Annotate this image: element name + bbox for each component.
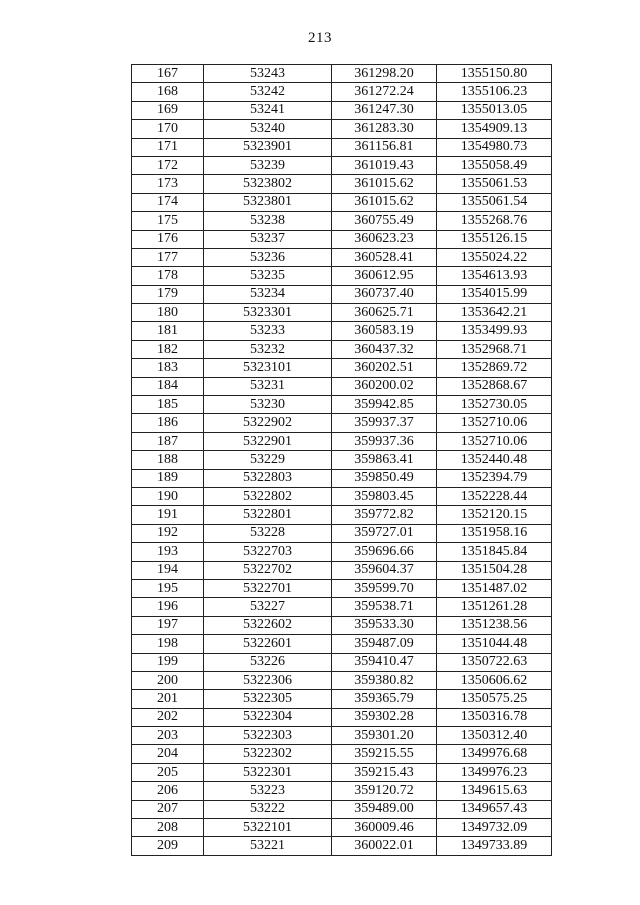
point-id-cell: 5322302 <box>204 745 332 763</box>
point-id-cell: 5322305 <box>204 690 332 708</box>
x-coordinate-cell: 359302.28 <box>332 708 437 726</box>
point-id-cell: 5322801 <box>204 506 332 524</box>
x-coordinate-cell: 359942.85 <box>332 396 437 414</box>
y-coordinate-cell: 1352394.79 <box>437 469 552 487</box>
y-coordinate-cell: 1352228.44 <box>437 487 552 505</box>
table-row <box>132 304 552 322</box>
x-coordinate-cell: 359487.09 <box>332 635 437 653</box>
point-id-cell: 5323802 <box>204 175 332 193</box>
table-row <box>132 212 552 230</box>
table-row <box>132 708 552 726</box>
row-number-cell: 185 <box>132 396 204 414</box>
x-coordinate-cell: 359772.82 <box>332 506 437 524</box>
y-coordinate-cell: 1355150.80 <box>437 65 552 83</box>
point-id-cell: 53226 <box>204 653 332 671</box>
x-coordinate-cell: 360583.19 <box>332 322 437 340</box>
y-coordinate-cell: 1352710.06 <box>437 414 552 432</box>
x-coordinate-cell: 360022.01 <box>332 837 437 855</box>
y-coordinate-cell: 1352120.15 <box>437 506 552 524</box>
y-coordinate-cell: 1353499.93 <box>437 322 552 340</box>
row-number-cell: 201 <box>132 690 204 708</box>
point-id-cell: 5323301 <box>204 304 332 322</box>
table-row <box>132 837 552 855</box>
table-row <box>132 101 552 119</box>
y-coordinate-cell: 1354909.13 <box>437 120 552 138</box>
table-row <box>132 469 552 487</box>
point-id-cell: 5322101 <box>204 819 332 837</box>
row-number-cell: 200 <box>132 671 204 689</box>
row-number-cell: 187 <box>132 432 204 450</box>
y-coordinate-cell: 1355106.23 <box>437 83 552 101</box>
row-number-cell: 206 <box>132 782 204 800</box>
row-number-cell: 169 <box>132 101 204 119</box>
point-id-cell: 53230 <box>204 396 332 414</box>
row-number-cell: 188 <box>132 451 204 469</box>
row-number-cell: 178 <box>132 267 204 285</box>
table-row <box>132 819 552 837</box>
x-coordinate-cell: 361156.81 <box>332 138 437 156</box>
point-id-cell: 5322306 <box>204 671 332 689</box>
table-row <box>132 671 552 689</box>
y-coordinate-cell: 1350575.25 <box>437 690 552 708</box>
row-number-cell: 171 <box>132 138 204 156</box>
table-row <box>132 598 552 616</box>
y-coordinate-cell: 1354613.93 <box>437 267 552 285</box>
table-row <box>132 285 552 303</box>
x-coordinate-cell: 360202.51 <box>332 359 437 377</box>
table-row <box>132 432 552 450</box>
table-row <box>132 524 552 542</box>
table-row <box>132 616 552 634</box>
x-coordinate-cell: 360737.40 <box>332 285 437 303</box>
row-number-cell: 205 <box>132 763 204 781</box>
x-coordinate-cell: 359489.00 <box>332 800 437 818</box>
x-coordinate-cell: 360528.41 <box>332 248 437 266</box>
table-row <box>132 322 552 340</box>
row-number-cell: 186 <box>132 414 204 432</box>
x-coordinate-cell: 359604.37 <box>332 561 437 579</box>
point-id-cell: 5322703 <box>204 543 332 561</box>
table-row <box>132 120 552 138</box>
y-coordinate-cell: 1351958.16 <box>437 524 552 542</box>
point-id-cell: 5323101 <box>204 359 332 377</box>
table-row <box>132 635 552 653</box>
point-id-cell: 5322602 <box>204 616 332 634</box>
y-coordinate-cell: 1350722.63 <box>437 653 552 671</box>
table-row <box>132 487 552 505</box>
row-number-cell: 176 <box>132 230 204 248</box>
x-coordinate-cell: 359937.37 <box>332 414 437 432</box>
y-coordinate-cell: 1349733.89 <box>437 837 552 855</box>
point-id-cell: 5323801 <box>204 193 332 211</box>
x-coordinate-cell: 360623.23 <box>332 230 437 248</box>
x-coordinate-cell: 359696.66 <box>332 543 437 561</box>
table-row <box>132 138 552 156</box>
row-number-cell: 184 <box>132 377 204 395</box>
row-number-cell: 197 <box>132 616 204 634</box>
y-coordinate-cell: 1354015.99 <box>437 285 552 303</box>
x-coordinate-cell: 360009.46 <box>332 819 437 837</box>
point-id-cell: 53236 <box>204 248 332 266</box>
point-id-cell: 53239 <box>204 156 332 174</box>
y-coordinate-cell: 1350316.78 <box>437 708 552 726</box>
table-row <box>132 414 552 432</box>
point-id-cell: 53235 <box>204 267 332 285</box>
row-number-cell: 193 <box>132 543 204 561</box>
row-number-cell: 180 <box>132 304 204 322</box>
row-number-cell: 203 <box>132 727 204 745</box>
row-number-cell: 170 <box>132 120 204 138</box>
row-number-cell: 177 <box>132 248 204 266</box>
y-coordinate-cell: 1349657.43 <box>437 800 552 818</box>
row-number-cell: 209 <box>132 837 204 855</box>
x-coordinate-cell: 361272.24 <box>332 83 437 101</box>
table-row <box>132 506 552 524</box>
x-coordinate-cell: 360437.32 <box>332 340 437 358</box>
row-number-cell: 196 <box>132 598 204 616</box>
x-coordinate-cell: 359120.72 <box>332 782 437 800</box>
x-coordinate-cell: 361298.20 <box>332 65 437 83</box>
row-number-cell: 198 <box>132 635 204 653</box>
y-coordinate-cell: 1355024.22 <box>437 248 552 266</box>
y-coordinate-cell: 1349615.63 <box>437 782 552 800</box>
x-coordinate-cell: 359863.41 <box>332 451 437 469</box>
y-coordinate-cell: 1351261.28 <box>437 598 552 616</box>
table-row <box>132 65 552 83</box>
x-coordinate-cell: 359215.43 <box>332 763 437 781</box>
row-number-cell: 179 <box>132 285 204 303</box>
y-coordinate-cell: 1351238.56 <box>437 616 552 634</box>
point-id-cell: 53223 <box>204 782 332 800</box>
row-number-cell: 190 <box>132 487 204 505</box>
point-id-cell: 5322601 <box>204 635 332 653</box>
table-row <box>132 727 552 745</box>
table-row <box>132 377 552 395</box>
point-id-cell: 53227 <box>204 598 332 616</box>
y-coordinate-cell: 1353642.21 <box>437 304 552 322</box>
point-id-cell: 53228 <box>204 524 332 542</box>
y-coordinate-cell: 1349976.68 <box>437 745 552 763</box>
x-coordinate-cell: 359215.55 <box>332 745 437 763</box>
table-row <box>132 763 552 781</box>
row-number-cell: 172 <box>132 156 204 174</box>
table-row <box>132 690 552 708</box>
row-number-cell: 173 <box>132 175 204 193</box>
x-coordinate-cell: 359599.70 <box>332 579 437 597</box>
table-row <box>132 579 552 597</box>
table-row <box>132 396 552 414</box>
point-id-cell: 5322702 <box>204 561 332 579</box>
x-coordinate-cell: 360755.49 <box>332 212 437 230</box>
row-number-cell: 174 <box>132 193 204 211</box>
x-coordinate-cell: 361247.30 <box>332 101 437 119</box>
point-id-cell: 53221 <box>204 837 332 855</box>
y-coordinate-cell: 1349732.09 <box>437 819 552 837</box>
table-row <box>132 782 552 800</box>
table-row <box>132 248 552 266</box>
row-number-cell: 204 <box>132 745 204 763</box>
x-coordinate-cell: 361283.30 <box>332 120 437 138</box>
x-coordinate-cell: 361015.62 <box>332 175 437 193</box>
row-number-cell: 208 <box>132 819 204 837</box>
y-coordinate-cell: 1355126.15 <box>437 230 552 248</box>
y-coordinate-cell: 1352440.48 <box>437 451 552 469</box>
table-row <box>132 193 552 211</box>
x-coordinate-cell: 359803.45 <box>332 487 437 505</box>
point-id-cell: 5323901 <box>204 138 332 156</box>
y-coordinate-cell: 1354980.73 <box>437 138 552 156</box>
y-coordinate-cell: 1355061.54 <box>437 193 552 211</box>
point-id-cell: 5322304 <box>204 708 332 726</box>
table-row <box>132 83 552 101</box>
table-row <box>132 451 552 469</box>
table-row <box>132 340 552 358</box>
table-row <box>132 561 552 579</box>
x-coordinate-cell: 360200.02 <box>332 377 437 395</box>
table-row <box>132 175 552 193</box>
y-coordinate-cell: 1350312.40 <box>437 727 552 745</box>
y-coordinate-cell: 1355013.05 <box>437 101 552 119</box>
point-id-cell: 53242 <box>204 83 332 101</box>
x-coordinate-cell: 359538.71 <box>332 598 437 616</box>
row-number-cell: 168 <box>132 83 204 101</box>
x-coordinate-cell: 359533.30 <box>332 616 437 634</box>
y-coordinate-cell: 1350606.62 <box>437 671 552 689</box>
point-id-cell: 5322301 <box>204 763 332 781</box>
x-coordinate-cell: 360612.95 <box>332 267 437 285</box>
row-number-cell: 182 <box>132 340 204 358</box>
point-id-cell: 5322803 <box>204 469 332 487</box>
y-coordinate-cell: 1352869.72 <box>437 359 552 377</box>
y-coordinate-cell: 1351504.28 <box>437 561 552 579</box>
y-coordinate-cell: 1355058.49 <box>437 156 552 174</box>
point-id-cell: 5322303 <box>204 727 332 745</box>
point-id-cell: 53243 <box>204 65 332 83</box>
y-coordinate-cell: 1352730.05 <box>437 396 552 414</box>
row-number-cell: 183 <box>132 359 204 377</box>
x-coordinate-cell: 359410.47 <box>332 653 437 671</box>
row-number-cell: 207 <box>132 800 204 818</box>
x-coordinate-cell: 361019.43 <box>332 156 437 174</box>
y-coordinate-cell: 1352710.06 <box>437 432 552 450</box>
x-coordinate-cell: 359727.01 <box>332 524 437 542</box>
point-id-cell: 53232 <box>204 340 332 358</box>
point-id-cell: 53233 <box>204 322 332 340</box>
row-number-cell: 194 <box>132 561 204 579</box>
x-coordinate-cell: 360625.71 <box>332 304 437 322</box>
y-coordinate-cell: 1351845.84 <box>437 543 552 561</box>
point-id-cell: 5322901 <box>204 432 332 450</box>
point-id-cell: 53240 <box>204 120 332 138</box>
row-number-cell: 189 <box>132 469 204 487</box>
row-number-cell: 181 <box>132 322 204 340</box>
point-id-cell: 53238 <box>204 212 332 230</box>
x-coordinate-cell: 361015.62 <box>332 193 437 211</box>
coordinates-table-body <box>132 65 552 856</box>
x-coordinate-cell: 359301.20 <box>332 727 437 745</box>
row-number-cell: 202 <box>132 708 204 726</box>
table-row <box>132 800 552 818</box>
table-row <box>132 653 552 671</box>
point-id-cell: 5322701 <box>204 579 332 597</box>
coordinates-table <box>131 64 552 856</box>
point-id-cell: 53241 <box>204 101 332 119</box>
row-number-cell: 167 <box>132 65 204 83</box>
table-row <box>132 267 552 285</box>
x-coordinate-cell: 359365.79 <box>332 690 437 708</box>
row-number-cell: 195 <box>132 579 204 597</box>
y-coordinate-cell: 1352968.71 <box>437 340 552 358</box>
point-id-cell: 53234 <box>204 285 332 303</box>
point-id-cell: 53237 <box>204 230 332 248</box>
y-coordinate-cell: 1352868.67 <box>437 377 552 395</box>
row-number-cell: 192 <box>132 524 204 542</box>
point-id-cell: 53231 <box>204 377 332 395</box>
point-id-cell: 5322802 <box>204 487 332 505</box>
page-number: 213 <box>308 30 332 46</box>
point-id-cell: 5322902 <box>204 414 332 432</box>
table-row <box>132 156 552 174</box>
row-number-cell: 191 <box>132 506 204 524</box>
table-row <box>132 543 552 561</box>
y-coordinate-cell: 1349976.23 <box>437 763 552 781</box>
row-number-cell: 199 <box>132 653 204 671</box>
y-coordinate-cell: 1351487.02 <box>437 579 552 597</box>
table-row <box>132 359 552 377</box>
row-number-cell: 175 <box>132 212 204 230</box>
table-row <box>132 745 552 763</box>
table-row <box>132 230 552 248</box>
x-coordinate-cell: 359850.49 <box>332 469 437 487</box>
point-id-cell: 53222 <box>204 800 332 818</box>
y-coordinate-cell: 1351044.48 <box>437 635 552 653</box>
y-coordinate-cell: 1355268.76 <box>437 212 552 230</box>
x-coordinate-cell: 359380.82 <box>332 671 437 689</box>
x-coordinate-cell: 359937.36 <box>332 432 437 450</box>
y-coordinate-cell: 1355061.53 <box>437 175 552 193</box>
point-id-cell: 53229 <box>204 451 332 469</box>
